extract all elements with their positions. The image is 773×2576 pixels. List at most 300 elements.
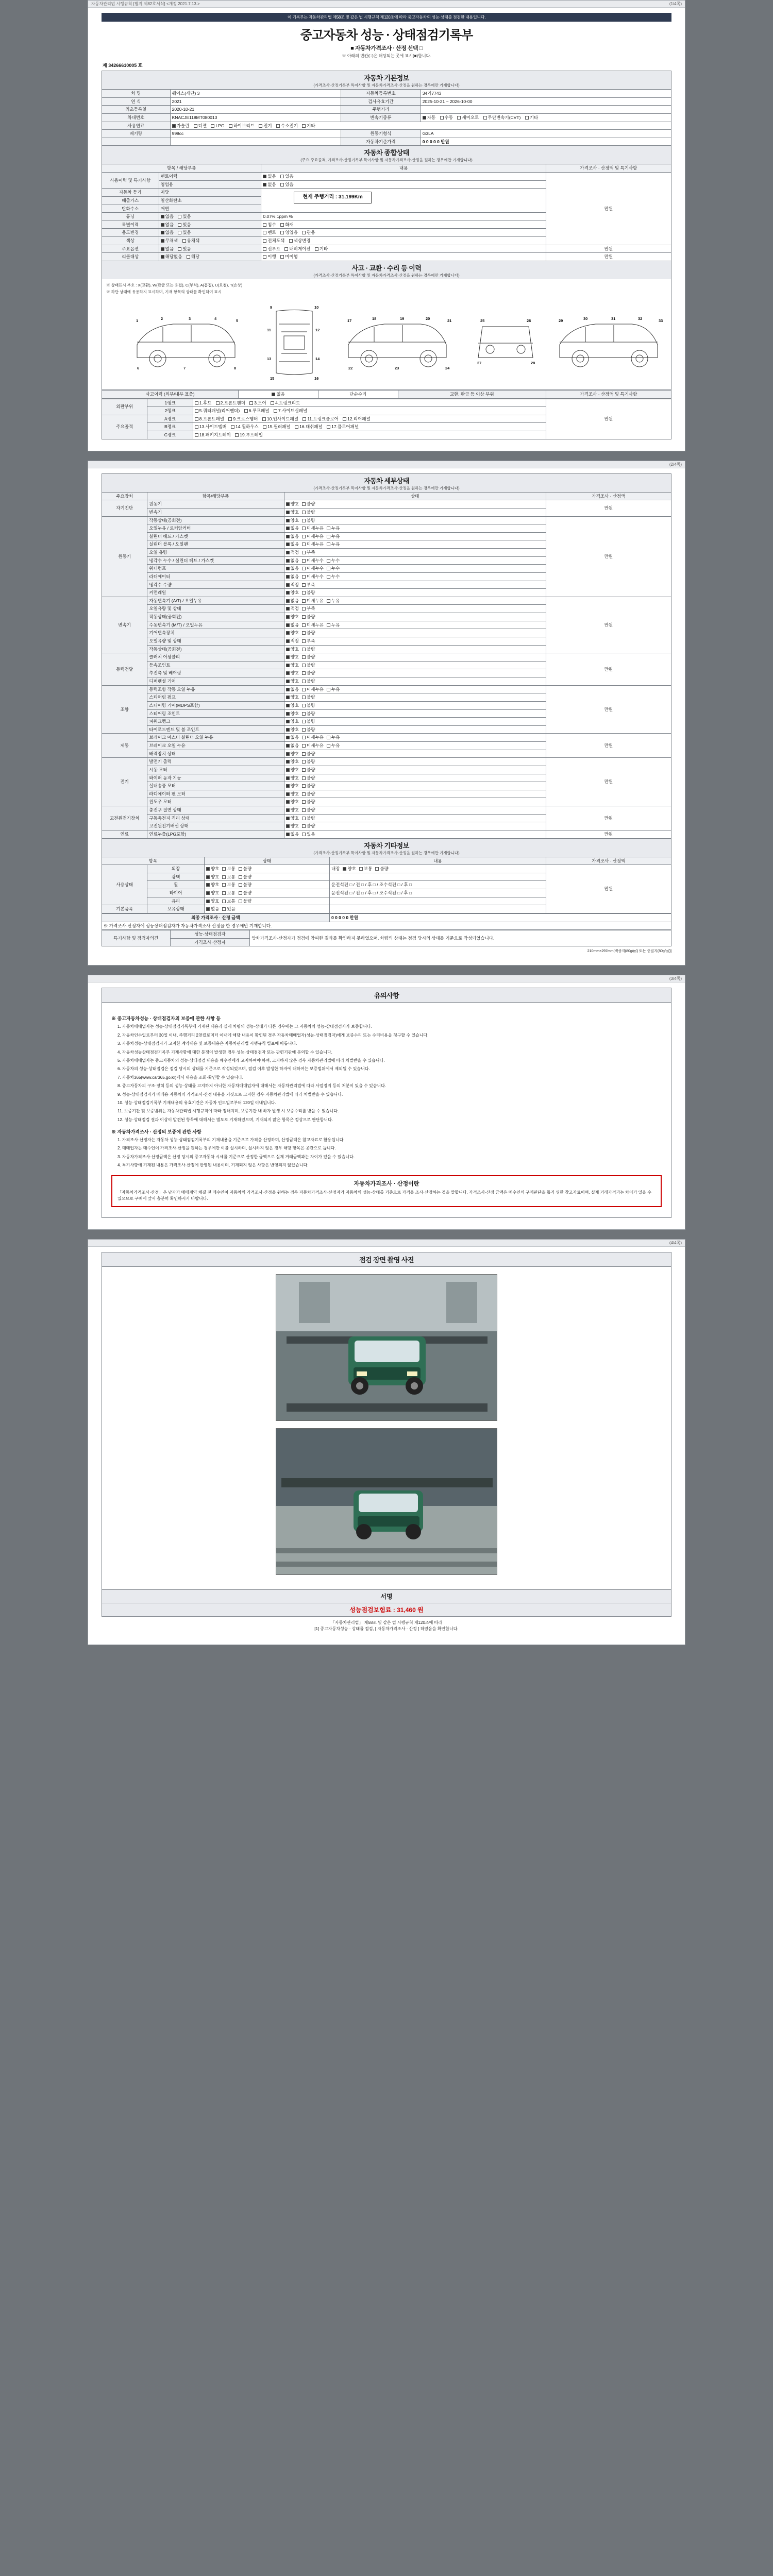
opt-양호[interactable]: 양호 [286,719,299,724]
detail-state-options[interactable] [284,540,546,549]
detail-state-options[interactable] [284,589,546,597]
detail-state-options[interactable] [284,758,546,766]
section-detail-title: 자동차 세부상태 [364,477,409,485]
opt-보통[interactable]: 보통 [222,890,235,896]
row-options[interactable] [261,237,546,245]
opt-없음[interactable]: 없음 [286,566,299,571]
detail-state-options[interactable] [284,621,546,629]
row-options[interactable] [261,221,546,229]
opt-불량[interactable]: 불량 [302,823,315,829]
row-options[interactable] [261,245,546,253]
detail-state-options[interactable] [284,750,546,758]
part-17[interactable]: 17.플로어패널 [327,424,359,430]
opt-미세누유[interactable]: 미세누유 [302,534,324,539]
notice-item-4: 4. 자동차성능상태점검기록부 기재사항에 대한 분쟁이 발생한 경우 성능·상태점검자 또는 관련기관에 문의할 수 있습니다. [117,1049,332,1055]
opt-flood[interactable]: 침수 [263,222,276,228]
mileage-box [294,192,371,204]
opt-없음[interactable]: 없음 [286,743,299,749]
opt-lpg[interactable]: LPG [211,123,224,129]
opt-불량[interactable]: 불량 [239,890,251,896]
opt-양호[interactable]: 양호 [286,670,299,676]
opt-양호[interactable]: 양호 [286,590,299,596]
row-options[interactable] [261,253,546,261]
opt-부족[interactable]: 부족 [302,550,315,555]
detail-part-label: 스티어링 펌프 [147,693,284,702]
detail-state-options[interactable] [284,524,546,533]
detail-state-options[interactable] [284,572,546,581]
opt-양호[interactable]: 양호 [286,630,299,636]
etc-state-options[interactable] [204,865,329,873]
part-2[interactable]: 2.프론트팬더 [216,400,245,406]
detail-part-label: 냉각수 누수 / 실린더 헤드 / 가스켓 [147,556,284,565]
part-6[interactable]: 6.루프패널 [244,408,270,414]
opt-chromatic[interactable]: 유채색 [182,238,200,244]
detail-state-options[interactable] [284,742,546,750]
opt-양호[interactable]: 양호 [286,783,299,789]
opt-양호[interactable]: 양호 [286,759,299,765]
opt-na[interactable]: 해당없음 [161,254,182,260]
opt-불량[interactable]: 불량 [302,630,315,636]
opt-누유[interactable]: 누유 [327,598,340,604]
opt-semiauto[interactable]: 세미오토 [457,115,479,121]
opt-없음[interactable]: 없음 [286,622,299,628]
detail-state-options[interactable] [284,798,546,806]
opt-color-change[interactable]: 색상변경 [289,238,311,244]
detail-state-options[interactable] [284,806,546,815]
detail-state-options[interactable] [284,653,546,662]
opt-없음[interactable]: 없음 [286,558,299,564]
opt-yes[interactable]: 있음 [280,182,293,188]
opt-있음[interactable]: 있음 [222,906,235,912]
car-diagram-svg [106,296,673,386]
opt-미세누유[interactable]: 미세누유 [302,541,324,547]
opt-양호[interactable]: 양호 [286,775,299,781]
part-3[interactable]: 3.도어 [249,400,266,406]
opt-양호[interactable]: 양호 [286,694,299,700]
col-header-state: 상태 [204,857,329,865]
opt-보통[interactable]: 보통 [222,866,235,872]
opt-불량[interactable]: 불량 [302,783,315,789]
opt-양호[interactable]: 양호 [286,799,299,805]
row-sub-label[interactable] [159,237,261,245]
detail-state-options[interactable] [284,500,546,509]
section-accident-banner [102,261,671,279]
opt-양호[interactable]: 양호 [286,823,299,829]
part-13[interactable]: 13.사이드멤버 [195,424,227,430]
opt-누유[interactable]: 누유 [327,687,340,692]
opt-gov[interactable]: 관용 [302,230,315,235]
opt-yes[interactable]: 있음 [178,230,191,235]
opt-양호[interactable]: 양호 [286,647,299,652]
opt-불량[interactable]: 불량 [375,866,388,872]
opt-none[interactable]: 없음 [161,246,174,252]
part-19[interactable]: 19.루프레일 [235,432,263,438]
opt-none[interactable]: 없음 [161,230,174,235]
opt-etc[interactable]: 기타 [525,115,538,121]
opt-불량[interactable]: 불량 [302,799,315,805]
detail-state-options[interactable] [284,718,546,726]
row-options[interactable] [261,229,546,237]
opt-notdone[interactable]: 미이행 [280,254,298,260]
row-label-2: 검사유효기간 [341,97,421,106]
opt-불량[interactable]: 불량 [239,866,251,872]
detail-state-options[interactable] [284,734,546,742]
signature-section-title: 서명 [102,1590,671,1603]
panel-no-1: 1 [136,318,139,323]
detail-part-label: 기어변속장치 [147,629,284,637]
fuel-options[interactable] [170,122,671,130]
part-7[interactable]: 7.사이드실패널 [274,408,307,414]
opt-보통[interactable]: 보통 [359,866,372,872]
opt-불량[interactable]: 불량 [302,807,315,813]
row-group-label: 색상 [102,237,159,245]
opt-양호[interactable]: 양호 [286,807,299,813]
rank-label: 1랭크 [147,399,193,407]
detail-state-options[interactable] [284,685,546,693]
opt-none[interactable]: 없음 [263,182,276,188]
opt-양호[interactable]: 양호 [206,882,219,888]
opt-미세누유[interactable]: 미세누유 [302,598,324,604]
detail-state-options[interactable] [284,814,546,822]
opt-양호[interactable]: 양호 [206,874,219,880]
opt-navi[interactable]: 내비게이션 [284,246,310,252]
detail-state-options[interactable] [284,693,546,702]
row-label: 차 명 [102,90,171,98]
part-15[interactable]: 15.필러패널 [263,424,291,430]
panel-no-23: 23 [395,365,399,370]
opt-불량[interactable]: 불량 [302,654,315,660]
opt-applicable[interactable]: 해당 [187,254,199,260]
detail-state-options[interactable] [284,677,546,686]
opt-sunroof[interactable]: 선루프 [263,246,280,252]
opt-불량[interactable]: 불량 [302,816,315,821]
group-label-exterior: 외판부위 [102,399,147,415]
opt-양호[interactable]: 양호 [286,767,299,773]
opt-양호[interactable]: 양호 [286,510,299,515]
panel-no-26: 26 [527,318,531,323]
opt-없음[interactable]: 없음 [286,735,299,740]
opt-양호[interactable]: 양호 [286,703,299,708]
opt-full-paint[interactable]: 전체도색 [263,238,284,244]
accident-opt-none[interactable]: 없음 [239,390,318,398]
opt-양호[interactable]: 양호 [286,816,299,821]
row-group-label: 탄화수소 [102,205,159,213]
opt-불량[interactable]: 불량 [302,759,315,765]
rank-items[interactable] [193,407,546,415]
row-sub-label[interactable] [159,229,261,237]
opt-불량[interactable]: 불량 [302,703,315,708]
detail-part-label: 스티어링 조인트 [147,709,284,718]
detail-state-options[interactable] [284,782,546,790]
row-value: 998cc [170,130,341,138]
row-sub-label[interactable] [159,221,261,229]
opt-미세누유[interactable]: 미세누유 [302,743,324,749]
detail-state-options[interactable] [284,637,546,645]
etc-state-options[interactable] [204,881,329,889]
group-label-frame: 주요골격 [102,415,147,439]
opt-누유[interactable]: 누유 [327,526,340,531]
detail-state-options[interactable] [284,605,546,613]
opt-미세누유[interactable]: 미세누유 [302,622,324,628]
opt-불량[interactable]: 불량 [302,694,315,700]
opt-manual[interactable]: 수동 [440,115,453,121]
opt-yes[interactable]: 있음 [178,222,191,228]
row-sub-label[interactable] [159,253,261,261]
detail-state-options[interactable] [284,613,546,621]
part-8[interactable]: 8.프론트패널 [195,416,224,422]
panel-no-15: 15 [270,376,275,381]
opt-미세누수[interactable]: 미세누수 [302,574,324,580]
opt-불량[interactable]: 불량 [302,510,315,515]
opt-없음[interactable]: 없음 [206,906,219,912]
opt-불량[interactable]: 불량 [302,791,315,797]
detail-state-options[interactable] [284,766,546,774]
col-header-item: 항목 [102,857,205,865]
opt-none[interactable]: 없음 [161,214,174,219]
opt-없음[interactable]: 없음 [286,687,299,692]
row-sub-label[interactable] [159,213,261,221]
detail-price-0: 만원 [546,500,671,516]
detail-state-options[interactable] [284,790,546,798]
opt-양호[interactable]: 양호 [343,866,356,872]
accident-history-table [102,390,671,399]
detail-state-options[interactable] [284,581,546,589]
mileage-value: 현재 주행거리 : 31,199Km [303,194,363,200]
opt-양호[interactable]: 양호 [286,727,299,733]
opt-양호[interactable]: 양호 [286,518,299,523]
opt-부족[interactable]: 부족 [302,606,315,612]
opt-누유[interactable]: 누유 [327,735,340,740]
detail-price-1: 만원 [546,516,671,597]
part-1[interactable]: 1.후드 [195,400,212,406]
opt-미세누수[interactable]: 미세누수 [302,558,324,564]
photo-2-graphic [276,1429,497,1575]
rank-label: 2랭크 [147,407,193,415]
detail-part-label: 브레이크 오일 누유 [147,742,284,750]
detail-part-label: 작동상태(공회전) [147,645,284,653]
opt-미세누수[interactable]: 미세누수 [302,566,324,571]
accident-opt-simple[interactable]: 단순수리 [318,390,398,398]
opt-yes[interactable]: 있음 [280,174,293,179]
opt-불량[interactable]: 불량 [239,874,251,880]
detail-state-options[interactable] [284,774,546,782]
section-detail-subtitle: (가격조사·산정기록부 특이사항 및 자동차가격조사·산정을 원하는 경우에만 기재합니다) [313,485,460,490]
opt-불량[interactable]: 불량 [302,518,315,523]
opt-yes[interactable]: 있음 [178,246,191,252]
detail-state-options[interactable] [284,725,546,734]
opt-양호[interactable]: 양호 [286,679,299,684]
opt-hybrid[interactable]: 하이브리드 [229,123,255,129]
opt-없음[interactable]: 없음 [286,534,299,539]
opt-있음[interactable]: 있음 [302,832,315,837]
opt-gasoline[interactable]: 가솔린 [172,123,190,129]
opt-양호[interactable]: 양호 [286,614,299,620]
opt-없음[interactable]: 없음 [286,541,299,547]
opt-business[interactable]: 영업용 [280,230,298,235]
detail-state-options[interactable] [284,556,546,565]
etc-content[interactable]: 내장 양호 보통 불량 [329,865,546,873]
row-options[interactable] [261,173,546,181]
detail-state-options[interactable] [284,629,546,637]
opt-양호[interactable]: 양호 [286,751,299,757]
part-9[interactable]: 9.크로스멤버 [228,416,258,422]
part-16[interactable]: 16.대쉬패널 [295,424,323,430]
etc-state-options[interactable] [204,889,329,897]
detail-state-options[interactable] [284,822,546,831]
opt-누유[interactable]: 누유 [327,622,340,628]
etc-content[interactable] [329,873,546,881]
part-5[interactable]: 5.쿼터패널(리어팬더) [195,408,240,414]
opt-fire[interactable]: 화재 [280,222,293,228]
opt-불량[interactable]: 불량 [302,751,315,757]
detail-state-options[interactable] [284,508,546,516]
opt-양호[interactable]: 양호 [206,899,219,904]
opt-보통[interactable]: 보통 [222,899,235,904]
opt-불량[interactable]: 불량 [302,775,315,781]
opt-적정[interactable]: 적정 [286,582,299,588]
opt-yes[interactable]: 있음 [178,214,191,219]
opt-cvt[interactable]: 무단변속기(CVT) [483,115,521,121]
opt-none[interactable]: 없음 [263,174,276,179]
detail-state-options[interactable] [284,516,546,524]
etc-content[interactable] [329,897,546,905]
opt-양호[interactable]: 양호 [286,501,299,507]
panel-no-10: 10 [314,304,319,310]
opt-미세누유[interactable]: 미세누유 [302,735,324,740]
table-row [102,758,671,766]
detail-state-options[interactable] [284,532,546,540]
opt-fuel-etc[interactable]: 기타 [302,123,315,129]
detail-part-label: 와이퍼 동작 기능 [147,774,284,782]
doc-no-suffix: 호 [138,63,143,68]
opt-불량[interactable]: 불량 [302,719,315,724]
rank-items[interactable] [193,423,546,431]
diagram-legend-2: ※ 하단 상태에 유용하지 표시하며, 기재 항목의 상태를 확인하여 표시 [106,289,222,294]
opt-불량[interactable]: 불량 [302,711,315,717]
opt-보통[interactable]: 보통 [222,874,235,880]
opt-양호[interactable]: 양호 [286,663,299,668]
row-sub-label[interactable] [159,245,261,253]
detail-state-options[interactable] [284,597,546,605]
table-header-row [102,857,671,865]
etc-content[interactable]: 운전석전 □ / 전 □ / 후 □ / 조수석전 □ / 후 □ [329,881,546,889]
opt-불량[interactable]: 불량 [302,590,315,596]
rank-items[interactable] [193,399,546,407]
opt-부족[interactable]: 부족 [302,638,315,644]
opt-없음[interactable]: 없음 [286,526,299,531]
col-header-device: 주요장치 [102,492,147,500]
opt-누유[interactable]: 누유 [327,743,340,749]
col-header-item: 항목 / 해당부품 [102,164,261,173]
page-3-top-strip [88,975,685,982]
detail-state-options[interactable] [284,709,546,718]
opt-누수[interactable]: 누수 [327,574,340,580]
rank-items[interactable] [193,431,546,439]
opt-불량[interactable]: 불량 [302,670,315,676]
opt-없음[interactable]: 없음 [286,598,299,604]
opt-etc[interactable]: 기타 [315,246,328,252]
etc-content[interactable] [329,905,546,913]
opt-electric[interactable]: 전기 [259,123,272,129]
part-14[interactable]: 14.휠하우스 [231,424,259,430]
detail-group-1: 원동기 [102,516,147,597]
detail-part-label: 윈도우 모터 [147,798,284,806]
opt-불량[interactable]: 불량 [302,679,315,684]
opt-achromatic[interactable]: 무채색 [161,238,178,244]
opt-불량[interactable]: 불량 [302,614,315,620]
opt-미세누유[interactable]: 미세누유 [302,687,324,692]
etc-content[interactable]: 운전석전 □ / 전 □ / 후 □ / 조수석전 □ / 후 □ [329,889,546,897]
detail-state-options[interactable] [284,830,546,838]
detail-col-header-2: 가격조사 · 산정액 및 특기사항 [546,390,671,398]
detail-state-options[interactable] [284,565,546,573]
opt-diesel[interactable]: 디젤 [194,123,207,129]
opt-없음[interactable]: 없음 [286,832,299,837]
etc-state-options[interactable] [204,873,329,881]
opt-none[interactable]: 없음 [161,222,174,228]
rank-items[interactable] [193,415,546,423]
detail-state-options[interactable] [284,645,546,653]
opt-누수[interactable]: 누수 [327,558,340,564]
opt-누유[interactable]: 누유 [327,534,340,539]
opt-양호[interactable]: 양호 [286,654,299,660]
col-header-price: 가격조사 · 산정액 [546,857,671,865]
opt-불량[interactable]: 불량 [239,899,251,904]
opt-적정[interactable]: 적정 [286,606,299,612]
opt-done[interactable]: 이행 [263,254,276,260]
opt-적정[interactable]: 적정 [286,550,299,555]
detail-state-options[interactable] [284,669,546,677]
doc-no-value: 34266610005 [108,63,137,68]
table-row [102,122,671,130]
part-12[interactable]: 12.리어패널 [343,416,371,422]
detail-state-options[interactable] [284,661,546,669]
opt-불량[interactable]: 불량 [302,767,315,773]
opt-미세누유[interactable]: 미세누유 [302,526,324,531]
etc-state-options[interactable] [204,905,329,913]
row-label: 최초등록일 [102,106,171,114]
transmission-options[interactable] [421,113,671,122]
opt-hydrogen[interactable]: 수소전기 [276,123,298,129]
opt-양호[interactable]: 양호 [206,890,219,896]
opt-누유[interactable]: 누유 [327,541,340,547]
part-10[interactable]: 10.인사이드패널 [262,416,298,422]
opt-없음[interactable]: 없음 [286,574,299,580]
row-label: 배기량 [102,130,171,138]
opt-불량[interactable]: 불량 [302,501,315,507]
opt-양호[interactable]: 양호 [286,791,299,797]
opt-불량[interactable]: 불량 [302,727,315,733]
opt-auto[interactable]: 자동 [423,115,435,121]
part-11[interactable]: 11.트렁크플로어 [303,416,338,422]
detail-state-options[interactable] [284,701,546,709]
opt-적정[interactable]: 적정 [286,638,299,644]
opt-누수[interactable]: 누수 [327,566,340,571]
part-18[interactable]: 18.패키지트레이 [195,432,231,438]
row-options[interactable] [261,180,546,189]
opt-부족[interactable]: 부족 [302,582,315,588]
opt-rent[interactable]: 렌트 [263,230,276,235]
opt-양호[interactable]: 양호 [206,866,219,872]
opt-양호[interactable]: 양호 [286,711,299,717]
opt-불량[interactable]: 불량 [239,882,251,888]
part-4[interactable]: 4.트렁크리드 [271,400,300,406]
opt-불량[interactable]: 불량 [302,663,315,668]
opt-불량[interactable]: 불량 [302,647,315,652]
detail-state-options[interactable] [284,549,546,557]
etc-state-options[interactable] [204,897,329,905]
opt-보통[interactable]: 보통 [222,882,235,888]
